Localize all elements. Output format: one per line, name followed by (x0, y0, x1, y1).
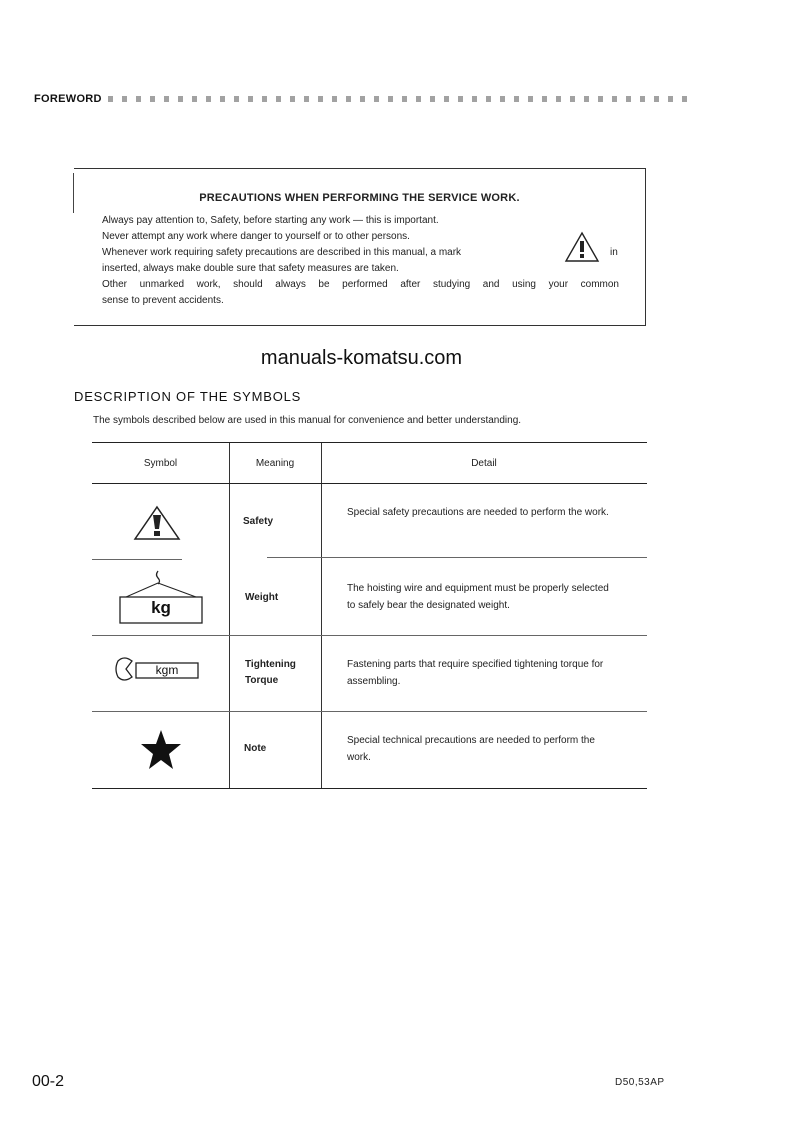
column-header-detail: Detail (471, 458, 497, 469)
watermark-link[interactable]: manuals-komatsu.com (260, 347, 463, 369)
precaution-line: Whenever work requiring safety precautions are described in this manual, a mark in (102, 245, 619, 261)
symbol-meaning: Weight (245, 592, 279, 603)
symbol-detail: Fastening parts that require specified tightening torque for assembling. (347, 659, 604, 687)
precaution-line: Never attempt any work where danger to yourself or to other persons. (102, 231, 410, 242)
precaution-line: Other unmarked work, should always be performed after studying and using your common (102, 279, 619, 290)
symbol-meaning: Safety (243, 516, 274, 527)
page-number: 00-2 (32, 1073, 65, 1090)
weight-symbol-label: kg (151, 598, 171, 617)
precautions-title: PRECAUTIONS WHEN PERFORMING THE SERVICE WORK. (199, 192, 520, 204)
section-title: DESCRIPTION OF THE SYMBOLS (74, 389, 302, 404)
header-rule (108, 96, 689, 102)
section-intro: The symbols described below are used in this manual for convenience and better understanding. (93, 415, 522, 426)
warning-triangle-icon (564, 231, 600, 263)
header-title: FOREWORD (34, 93, 102, 105)
symbol-detail: Special technical precautions are needed to perform the work. (347, 735, 595, 763)
page-header (34, 92, 689, 106)
precaution-line: inserted, always make double sure that safety measures are taken. (102, 263, 399, 274)
model-code: D50,53AP (615, 1077, 665, 1088)
precaution-line: Always pay attention to, Safety, before starting any work — this is important. (102, 215, 439, 226)
column-header-meaning: Meaning (255, 458, 295, 469)
precautions-text (102, 213, 619, 309)
symbol-meaning: Note (244, 743, 267, 754)
torque-symbol-label: kgm (155, 663, 179, 677)
symbol-meaning: Tightening Torque (245, 659, 296, 686)
symbol-detail: Special safety precautions are needed to perform the work. (347, 507, 609, 518)
precaution-line: sense to prevent accidents. (102, 295, 224, 306)
symbols-table (92, 442, 647, 789)
star-icon (140, 729, 182, 771)
column-header-symbol: Symbol (143, 458, 178, 469)
precautions-box (74, 168, 646, 326)
warning-triangle-icon (133, 505, 181, 541)
symbol-detail: The hoisting wire and equipment must be properly selected to safely bear the designated weight. (347, 583, 609, 611)
